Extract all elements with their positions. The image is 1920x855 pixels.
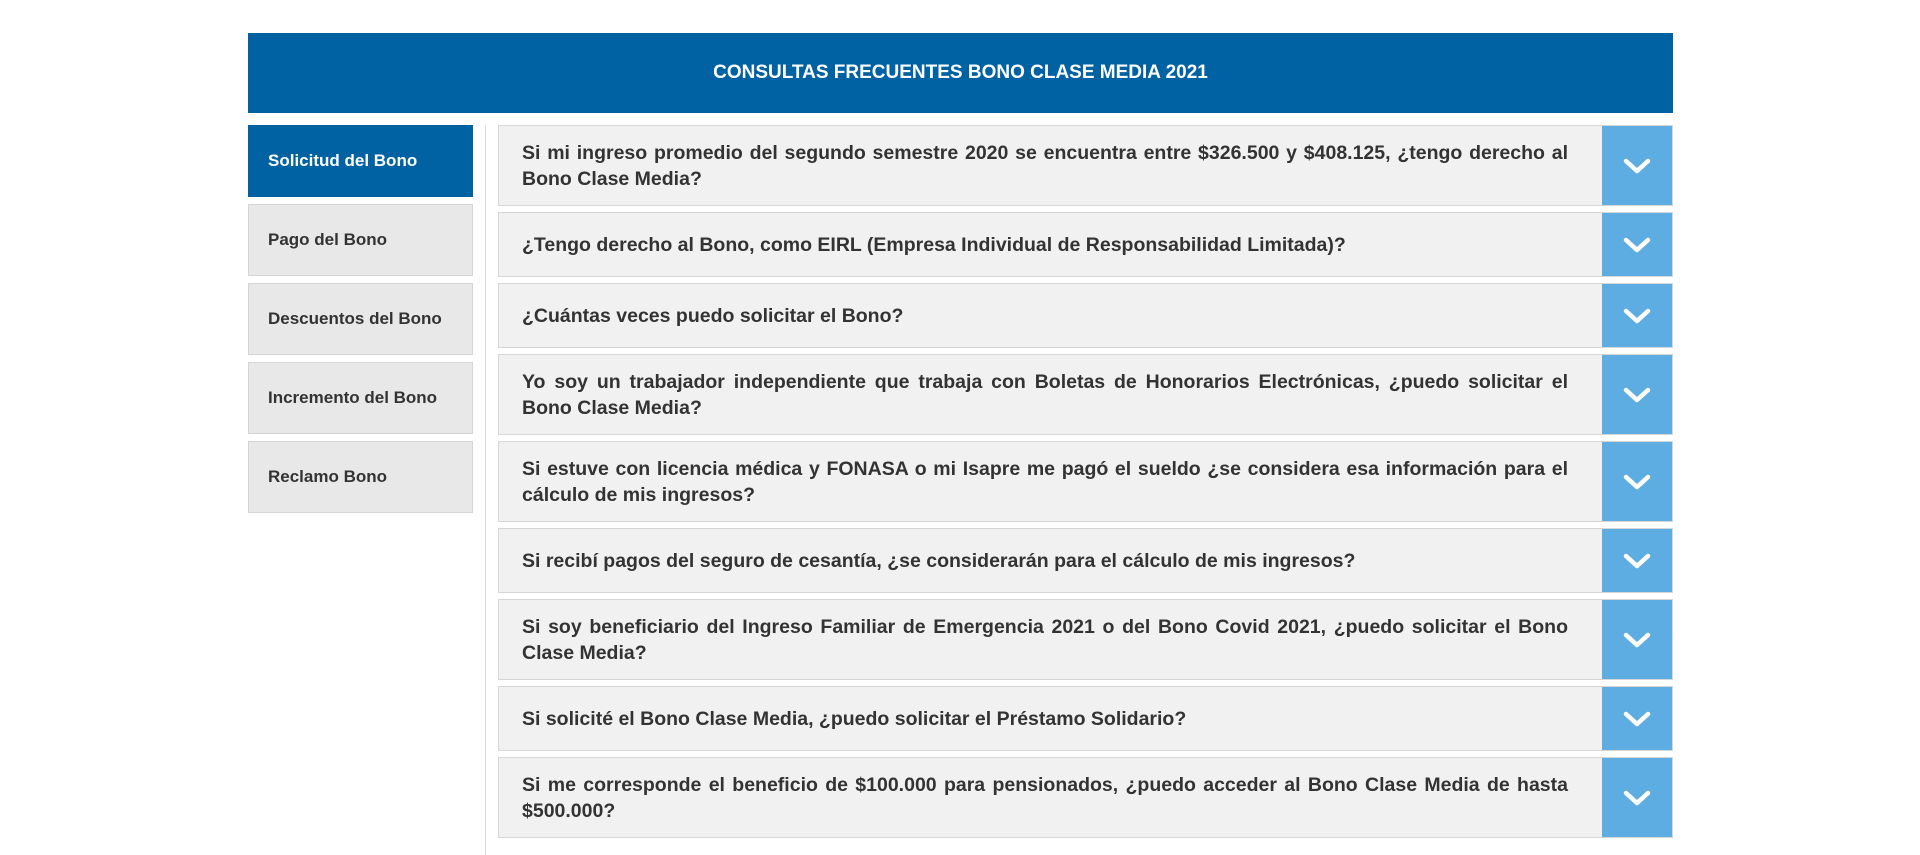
chevron-down-icon <box>1622 630 1652 650</box>
chevron-down-icon <box>1622 788 1652 808</box>
chevron-down-icon <box>1622 306 1652 326</box>
faq-item-ife-covid[interactable] <box>498 599 1673 680</box>
faq-question: Si soy beneficiario del Ingreso Familiar de Emergencia 2021 o del Bono Covid 2021, ¿puedo solicitar el Bono Clase Media? <box>522 615 1568 664</box>
faq-question: ¿Tengo derecho al Bono, como EIRL (Empresa Individual de Responsabilidad Limitada)? <box>522 233 1346 256</box>
page-title-banner <box>248 33 1673 113</box>
expand-toggle-button[interactable] <box>1602 687 1672 750</box>
expand-toggle-button[interactable] <box>1602 758 1672 837</box>
faq-page <box>248 33 1673 855</box>
chevron-down-icon <box>1622 235 1652 255</box>
sidebar-item-incremento[interactable] <box>248 362 473 434</box>
sidebar-item-descuentos[interactable] <box>248 283 473 355</box>
faq-item-cuantas-veces[interactable] <box>498 283 1673 348</box>
sidebar-item-solicitud[interactable] <box>248 125 473 197</box>
chevron-down-icon <box>1622 385 1652 405</box>
faq-item-ingreso-promedio[interactable] <box>498 125 1673 206</box>
faq-item-prestamo-solidario[interactable] <box>498 686 1673 751</box>
expand-toggle-button[interactable] <box>1602 284 1672 347</box>
faq-item-independiente[interactable] <box>498 354 1673 435</box>
faq-item-cesantia[interactable] <box>498 528 1673 593</box>
expand-toggle-button[interactable] <box>1602 442 1672 521</box>
faq-question: Si mi ingreso promedio del segundo semestre 2020 se encuentra entre $326.500 y $408.125, ¿tengo derecho al Bono Clase Media? <box>522 141 1568 190</box>
sidebar-item-label: Incremento del Bono <box>268 388 438 407</box>
expand-toggle-button[interactable] <box>1602 600 1672 679</box>
faq-item-eirl[interactable] <box>498 212 1673 277</box>
faq-question: Si solicité el Bono Clase Media, ¿puedo solicitar el Préstamo Solidario? <box>522 707 1187 730</box>
expand-toggle-button[interactable] <box>1602 355 1672 434</box>
expand-toggle-button[interactable] <box>1602 126 1672 205</box>
chevron-down-icon <box>1622 472 1652 492</box>
faq-question: Yo soy un trabajador independiente que trabaja con Boletas de Honorarios Electrónicas, ¿puedo solicitar el Bono Clase Media? <box>522 370 1568 419</box>
page-title: CONSULTAS FRECUENTES BONO CLASE MEDIA 2021 <box>713 62 1208 83</box>
faq-question: Si me corresponde el beneficio de $100.000 para pensionados, ¿puedo acceder al Bono Clase Media de hasta $500.000? <box>522 773 1568 822</box>
expand-toggle-button[interactable] <box>1602 213 1672 276</box>
chevron-down-icon <box>1622 709 1652 729</box>
faq-item-pensionados[interactable] <box>498 757 1673 838</box>
expand-toggle-button[interactable] <box>1602 529 1672 592</box>
sidebar-item-label: Descuentos del Bono <box>268 309 442 328</box>
sidebar-item-label: Pago del Bono <box>268 230 387 249</box>
faq-item-licencia-medica[interactable] <box>498 441 1673 522</box>
chevron-down-icon <box>1622 551 1652 571</box>
category-sidebar <box>248 125 473 520</box>
vertical-divider <box>485 125 486 855</box>
chevron-down-icon <box>1622 156 1652 176</box>
sidebar-item-label: Reclamo Bono <box>268 467 388 486</box>
faq-question: Si recibí pagos del seguro de cesantía, ¿se considerarán para el cálculo de mis ingresos? <box>522 549 1356 572</box>
sidebar-item-label: Solicitud del Bono <box>268 151 418 170</box>
faq-question: Si estuve con licencia médica y FONASA o mi Isapre me pagó el sueldo ¿se considera esa información para el cálculo de mis ingresos? <box>522 457 1568 506</box>
faq-accordion <box>498 125 1673 844</box>
faq-question: ¿Cuántas veces puedo solicitar el Bono? <box>522 304 904 327</box>
sidebar-item-reclamo[interactable] <box>248 441 473 513</box>
sidebar-item-pago[interactable] <box>248 204 473 276</box>
content-area <box>248 125 1673 855</box>
